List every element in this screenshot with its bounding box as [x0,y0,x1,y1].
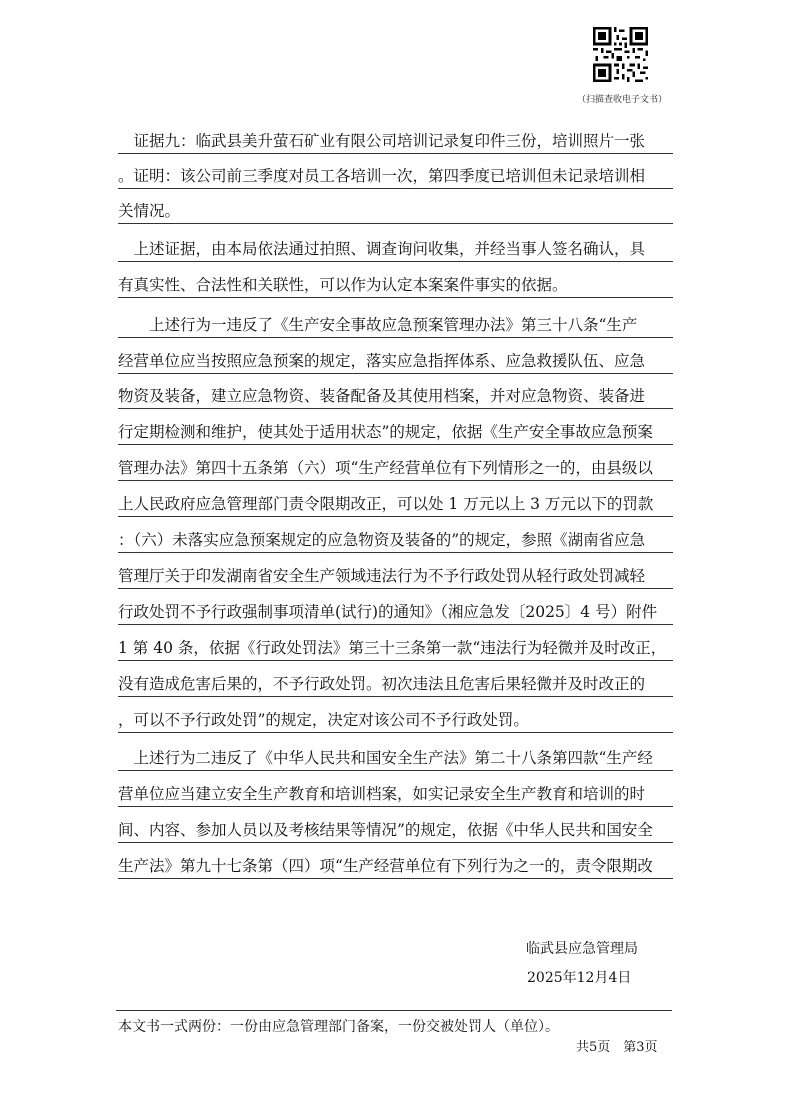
body-line: 营单位应当建立安全生产教育和培训档案，如实记录安全生产教育和培训的时 [118,784,673,807]
body-line: 管理厅关于印发湖南省安全生产领域违法行为不予行政处罚从轻行政处罚减轻 [118,566,673,589]
body-line: ，可以不予行政处罚”的规定，决定对该公司不予行政处罚。 [118,710,673,733]
qr-code-icon [593,27,648,82]
body-line: 管理办法》第四十五条第（六）项“生产经营单位有下列情形之一的，由县级以 [118,458,673,481]
body-line: 经营单位应当按照应急预案的规定，落实应急指挥体系、应急救援队伍、应急 [118,351,673,374]
footer-divider [116,1010,672,1011]
body-line: 。证明：该公司前三季度对员工各培训一次，第四季度已培训但未记录培训相 [118,166,673,189]
body-line: 上述行为二违反了《中华人民共和国安全生产法》第二十八条第四款“生产经 [118,748,673,771]
body-line: 间、内容、参加人员以及考核结果等情况”的规定，依据《中华人民共和国安全 [118,820,673,843]
body-line: ：（六）未落实应急预案规定的应急物资及装备的”的规定，参照《湖南省应急 [118,530,673,553]
page-number: 共5页 第3页 [576,1040,658,1055]
body-line: 1 第 40 条，依据《行政处罚法》第三十三条第一款“违法行为轻微并及时改正， [118,638,673,661]
body-line: 关情况。 [118,201,673,224]
body-line: 有真实性、合法性和关联性，可以作为认定本案案件事实的依据。 [118,275,673,298]
qr-caption: （扫描查收电子文书） [576,95,667,105]
body-line: 行定期检测和维护，使其处于适用状态”的规定，依据《生产安全事故应急预案 [118,422,673,445]
body-line: 没有造成危害后果的，不予行政处罚。初次违法且危害后果轻微并及时改正的 [118,674,673,697]
body-line: 生产法》第九十七条第（四）项“生产经营单位有下列行为之一的，责令限期改 [118,856,673,879]
issue-date: 2025年12月4日 [527,970,632,986]
issuing-authority: 临武县应急管理局 [526,941,638,957]
body-line: 证据九：临武县美升萤石矿业有限公司培训记录复印件三份，培训照片一张 [118,131,673,154]
body-line: 上述行为一违反了《生产安全事故应急预案管理办法》第三十八条“生产 [118,315,673,338]
body-line: 上人民政府应急管理部门责令限期改正，可以处 1 万元以上 3 万元以下的罚款 [118,494,673,517]
body-line: 物资及装备，建立应急物资、装备配备及其使用档案，并对应急物资、装备进 [118,386,673,409]
footer-note: 本文书一式两份：一份由应急管理部门备案，一份交被处罚人（单位）。 [118,1019,559,1035]
body-line: 行政处罚不予行政强制事项清单(试行)的通知》（湘应急发〔2025〕4 号）附件 [118,602,673,625]
body-line: 上述证据，由本局依法通过拍照、调查询问收集，并经当事人签名确认，具 [118,239,673,262]
